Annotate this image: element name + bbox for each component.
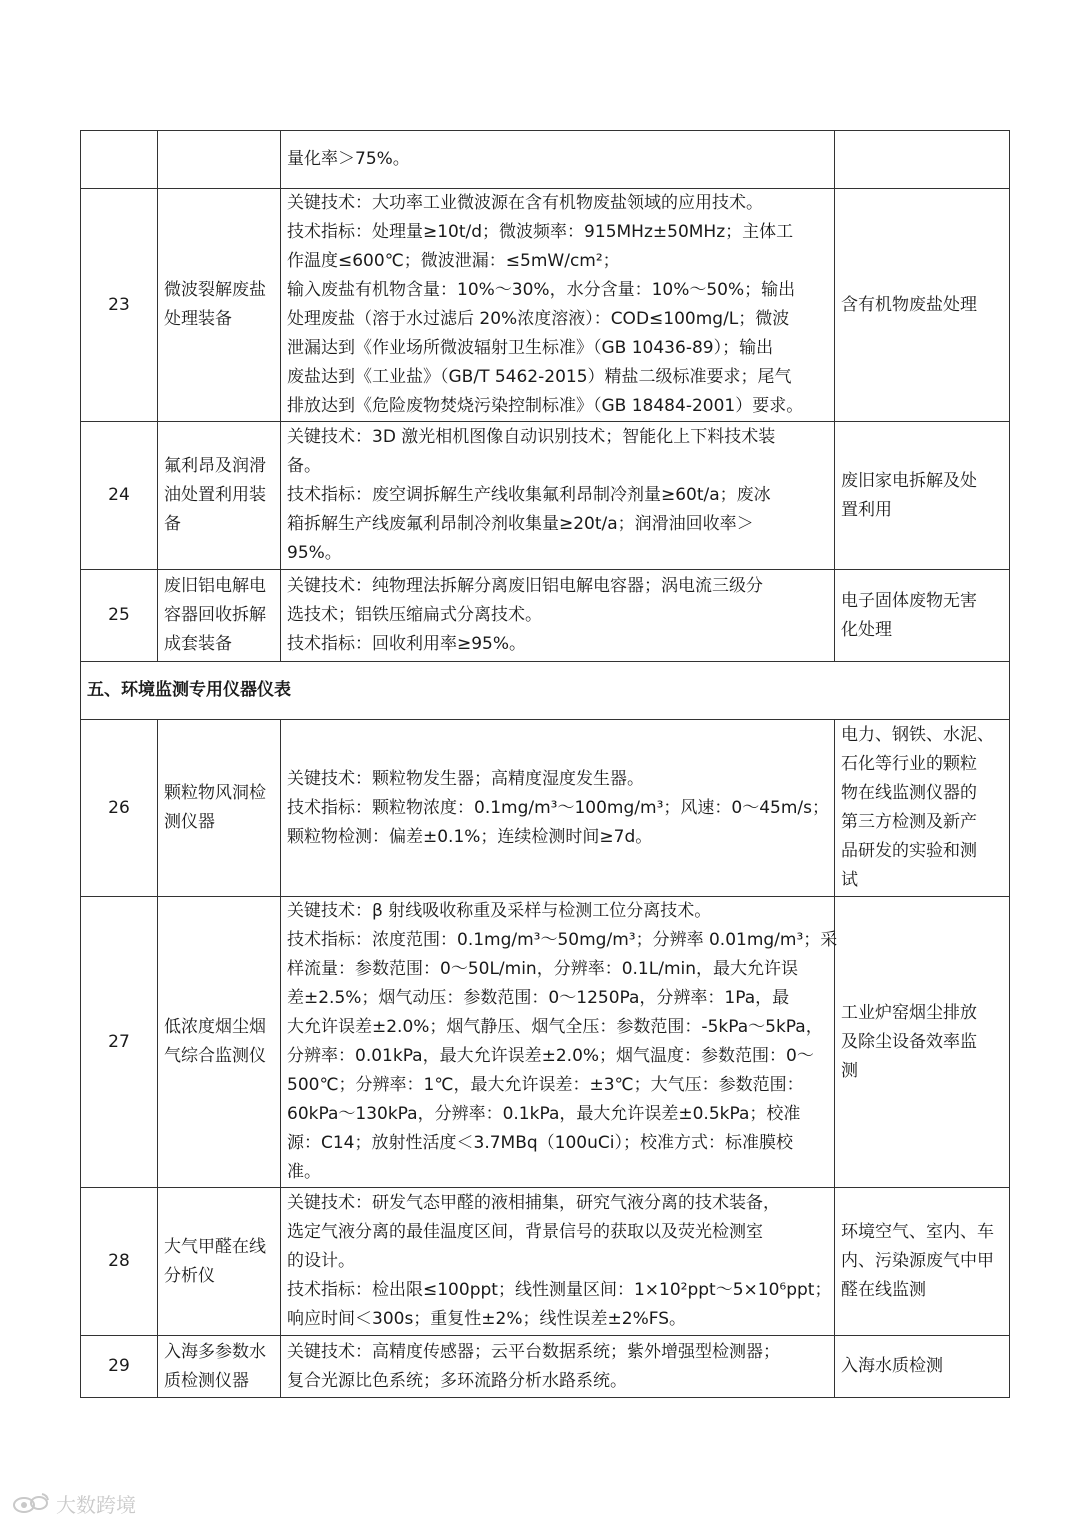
cell-line: 入海多参数水 bbox=[164, 1341, 266, 1362]
cell-line: 技术指标：颗粒物浓度：0.1mg/m³～100mg/m³；风速：0～45m/s； bbox=[287, 797, 829, 818]
weibo-logo-icon bbox=[12, 1491, 50, 1515]
cell-line: 差±2.5%；烟气动压：参数范围：0～1250Pa，分辨率：1Pa，最 bbox=[287, 988, 790, 1008]
cell-line: 备 bbox=[164, 514, 181, 534]
cell-line: 输入废盐有机物含量：10%～30%，水分含量：10%～50%；输出 bbox=[287, 280, 796, 300]
application-cell bbox=[835, 1188, 1010, 1336]
cell-line: 关键技术：β 射线吸收称重及采样与检测工位分离技术。 bbox=[287, 901, 712, 921]
cell-line: 作温度≤600℃；微波泄漏：≤5mW/cm²； bbox=[287, 251, 620, 271]
row-number: 27 bbox=[81, 897, 158, 1188]
table-row bbox=[81, 570, 1010, 662]
table-row bbox=[81, 131, 1010, 189]
cell-line: 响应时间＜300s；重复性±2%；线性误差±2%FS。 bbox=[287, 1309, 687, 1329]
section-row bbox=[81, 662, 1010, 720]
cell-line: 复合光源比色系统；多环流路分析水路系统。 bbox=[287, 1370, 627, 1391]
technical-spec-cell bbox=[281, 422, 835, 570]
cell-line: 关键技术：大功率工业微波源在含有机物废盐领域的应用技术。 bbox=[287, 193, 763, 213]
equipment-name-cell bbox=[158, 720, 281, 897]
cell-line: 含有机物废盐处理 bbox=[841, 294, 977, 315]
application-cell bbox=[835, 422, 1010, 570]
cell-line: 分析仪 bbox=[164, 1265, 215, 1286]
cell-line: 环境空气、室内、车 bbox=[841, 1222, 994, 1242]
technical-spec-cell bbox=[281, 1336, 835, 1398]
technical-spec-cell bbox=[281, 1188, 835, 1336]
cell-line: 质检测仪器 bbox=[164, 1370, 249, 1391]
cell-line: 电力、钢铁、水泥、 bbox=[841, 725, 994, 745]
technical-spec-cell bbox=[281, 131, 835, 189]
cell-line: 关键技术：研发气态甲醛的液相捕集，研究气液分离的技术装备， bbox=[287, 1193, 780, 1213]
technical-spec-cell bbox=[281, 570, 835, 662]
cell-line: 工业炉窑烟尘排放 bbox=[841, 1002, 977, 1023]
cell-line: 源：C14；放射性活度＜3.7MBq（100uCi）；校准方式：标准膜校 bbox=[287, 1133, 793, 1153]
cell-line: 容器回收拆解 bbox=[164, 605, 266, 625]
cell-line: 废旧家电拆解及处 bbox=[841, 470, 977, 491]
cell-line: 95%。 bbox=[287, 543, 342, 563]
watermark bbox=[12, 1488, 136, 1518]
application-cell bbox=[835, 570, 1010, 662]
cell-line: 废旧铝电解电 bbox=[164, 576, 266, 596]
cell-line: 醛在线监测 bbox=[841, 1280, 926, 1300]
cell-line: 废盐达到《工业盐》（GB/T 5462-2015）精盐二级标准要求；尾气 bbox=[287, 367, 792, 387]
application-cell bbox=[835, 897, 1010, 1188]
cell-line: 技术指标：废空调拆解生产线收集氟利昂制冷剂量≥60t/a；废冰 bbox=[287, 485, 771, 505]
table-row bbox=[81, 897, 1010, 1188]
cell-line: 入海水质检测 bbox=[841, 1356, 943, 1376]
cell-line: 处理装备 bbox=[164, 309, 232, 329]
technical-spec-cell bbox=[281, 897, 838, 1188]
cell-line: 内、污染源废气中甲 bbox=[841, 1251, 994, 1271]
cell-line: 颗粒物风洞检 bbox=[164, 783, 266, 803]
cell-line: 第三方检测及新产 bbox=[841, 812, 977, 832]
cell-line: 样流量：参数范围：0～50L/min，分辨率：0.1L/min，最大允许误 bbox=[287, 959, 798, 979]
cell-line: 备。 bbox=[287, 456, 321, 476]
equipment-name-cell bbox=[158, 131, 281, 189]
spec-table-body bbox=[81, 131, 1010, 1398]
cell-line: 关键技术：纯物理法拆解分离废旧铝电解电容器；涡电流三级分 bbox=[287, 576, 763, 596]
cell-line: 试 bbox=[841, 870, 858, 890]
cell-line: 的设计。 bbox=[287, 1251, 355, 1271]
cell-line: 颗粒物检测：偏差±0.1%；连续检测时间≥7d。 bbox=[287, 826, 653, 847]
cell-line: 选技术；铝铁压缩扁式分离技术。 bbox=[287, 605, 542, 625]
row-number: 23 bbox=[81, 189, 158, 422]
equipment-name-cell bbox=[158, 189, 281, 422]
cell-line: 测 bbox=[841, 1060, 858, 1081]
cell-line: 油处置利用装 bbox=[164, 485, 266, 505]
row-number: 26 bbox=[81, 720, 158, 897]
cell-line: 箱拆解生产线废氟利昂制冷剂收集量≥20t/a；润滑油回收率＞ bbox=[287, 514, 754, 534]
cell-line: 低浓度烟尘烟 bbox=[164, 1017, 266, 1037]
cell-line: 技术指标：处理量≥10t/d；微波频率：915MHz±50MHz；主体工 bbox=[287, 222, 794, 242]
row-number bbox=[81, 131, 158, 189]
spec-table bbox=[80, 130, 1010, 1398]
cell-line: 电子固体废物无害 bbox=[841, 590, 977, 611]
cell-line: 成套装备 bbox=[164, 634, 232, 654]
cell-line: 氟利昂及润滑 bbox=[164, 456, 266, 476]
cell-line: 技术指标：浓度范围：0.1mg/m³～50mg/m³；分辨率 0.01mg/m³；采 bbox=[287, 930, 838, 950]
cell-line: 关键技术：高精度传感器；云平台数据系统；紫外增强型检测器； bbox=[287, 1341, 780, 1362]
table-row bbox=[81, 189, 1010, 422]
cell-line: 物在线监测仪器的 bbox=[841, 783, 977, 803]
equipment-name-cell bbox=[158, 897, 281, 1188]
technical-spec-cell bbox=[281, 720, 835, 897]
technical-spec-cell bbox=[281, 189, 835, 422]
cell-line: 大允许误差±2.0%；烟气静压、烟气全压：参数范围：-5kPa～5kPa， bbox=[287, 1017, 823, 1037]
application-cell bbox=[835, 1336, 1010, 1398]
cell-line: 处理废盐（溶于水过滤后 20%浓度溶液）：COD≤100mg/L；微波 bbox=[287, 309, 790, 329]
table-row bbox=[81, 720, 1010, 897]
cell-line: 关键技术：3D 激光相机图像自动识别技术；智能化上下料技术装 bbox=[287, 427, 776, 447]
application-cell bbox=[835, 189, 1010, 422]
cell-line: 品研发的实验和测 bbox=[841, 841, 977, 861]
table-row bbox=[81, 1336, 1010, 1398]
row-number: 25 bbox=[81, 570, 158, 662]
row-number: 24 bbox=[81, 422, 158, 570]
section-heading: 五、环境监测专用仪器仪表 bbox=[81, 662, 1010, 720]
cell-line: 关键技术：颗粒物发生器；高精度湿度发生器。 bbox=[287, 768, 644, 789]
cell-line: 大气甲醛在线 bbox=[164, 1236, 266, 1257]
application-cell bbox=[835, 131, 1010, 189]
cell-line: 技术指标：检出限≤100ppt；线性测量区间：1×10²ppt～5×10⁶ppt； bbox=[287, 1280, 832, 1300]
cell-line: 测仪器 bbox=[164, 812, 215, 832]
cell-line: 排放达到《危险废物焚烧污染控制标准》（GB 18484-2001）要求。 bbox=[287, 396, 804, 416]
cell-line: 选定气液分离的最佳温度区间，背景信号的获取以及荧光检测室 bbox=[287, 1222, 763, 1242]
cell-line: 泄漏达到《作业场所微波辐射卫生标准》（GB 10436-89）；输出 bbox=[287, 338, 774, 358]
cell-line: 准。 bbox=[287, 1162, 321, 1182]
equipment-name-cell bbox=[158, 422, 281, 570]
cell-line: 技术指标：回收利用率≥95%。 bbox=[287, 634, 527, 654]
cell-line: 及除尘设备效率监 bbox=[841, 1031, 977, 1052]
cell-line: 气综合监测仪 bbox=[164, 1046, 266, 1066]
equipment-name-cell bbox=[158, 1336, 281, 1398]
cell-line: 微波裂解废盐 bbox=[164, 280, 266, 300]
equipment-name-cell bbox=[158, 1188, 281, 1336]
cell-line: 500℃；分辨率：1℃，最大允许误差：±3℃；大气压：参数范围： bbox=[287, 1075, 804, 1095]
cell-line: 量化率＞75%。 bbox=[287, 149, 410, 169]
cell-line: 石化等行业的颗粒 bbox=[841, 754, 977, 774]
table-row bbox=[81, 1188, 1010, 1336]
cell-line: 化处理 bbox=[841, 619, 892, 640]
row-number: 28 bbox=[81, 1188, 158, 1336]
cell-line: 置利用 bbox=[841, 499, 892, 520]
table-row bbox=[81, 422, 1010, 570]
cell-line: 60kPa～130kPa，分辨率：0.1kPa，最大允许误差±0.5kPa；校准 bbox=[287, 1104, 801, 1124]
row-number: 29 bbox=[81, 1336, 158, 1398]
application-cell bbox=[835, 720, 1010, 897]
equipment-name-cell bbox=[158, 570, 281, 662]
watermark-text: 大数跨境 bbox=[56, 1492, 136, 1517]
cell-line: 分辨率：0.01kPa，最大允许误差±2.0%；烟气温度：参数范围：0～ bbox=[287, 1046, 814, 1066]
